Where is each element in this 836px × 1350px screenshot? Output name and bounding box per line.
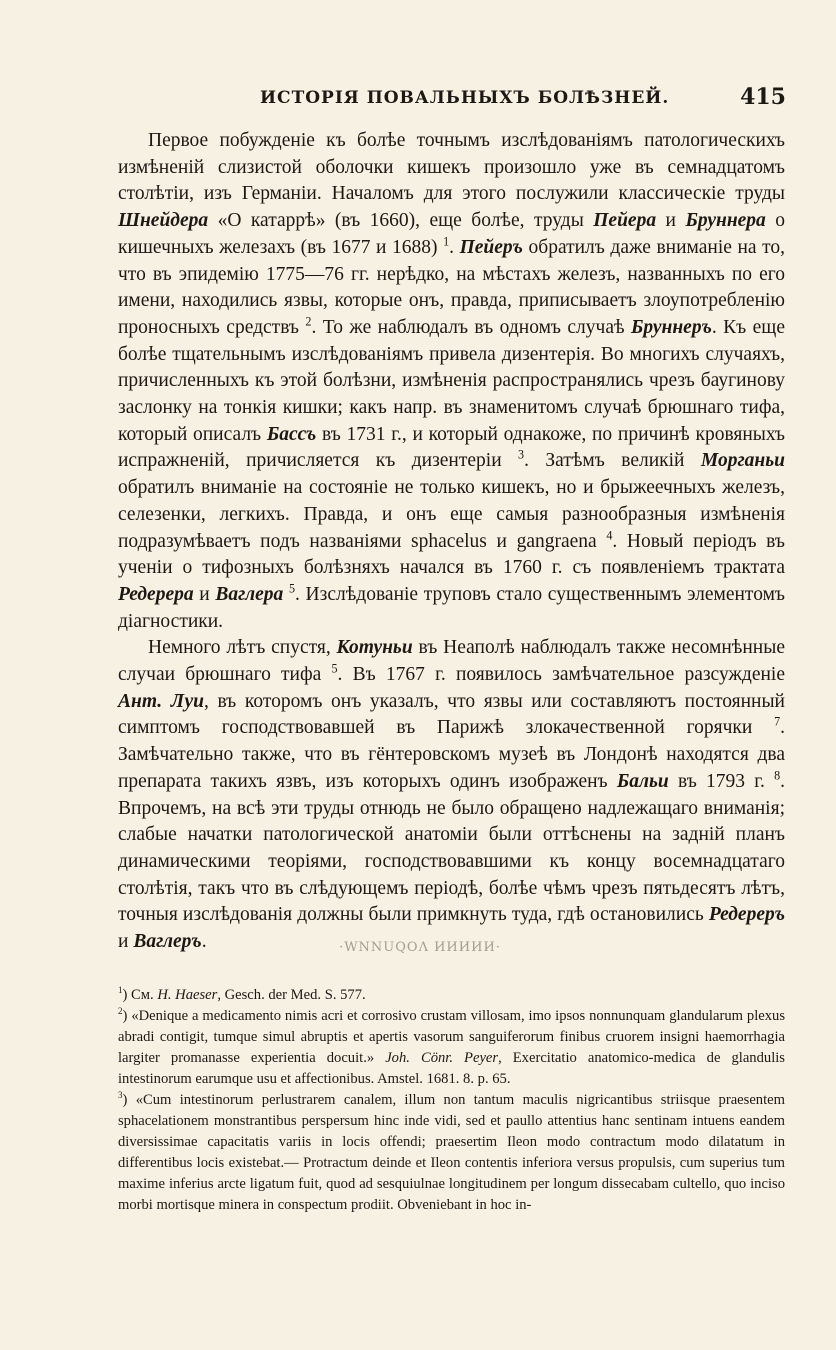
author-name: Ваглера <box>215 583 284 605</box>
running-title: ИСТОРІЯ ПОВАЛЬНЫХЪ БОЛѢЗНЕЙ. <box>260 88 670 108</box>
author-name: Бруннера <box>685 210 766 232</box>
footnote-marker: 2 <box>118 1006 123 1017</box>
author-name: Ант. Луи <box>118 690 204 712</box>
footnotes <box>118 985 785 1216</box>
bleed-through-ornament: ·WNNUQOɅ ИИИИИ· <box>339 940 501 955</box>
running-head <box>110 84 790 114</box>
footnote-ref: 2 <box>305 314 312 329</box>
author-name: Редерера <box>118 583 194 605</box>
footnote-1: $^1$) Cм. H. Haeser, Gesch. der Med. S. 577. <box>118 985 366 1003</box>
footnote-ref: 7 <box>774 714 781 729</box>
footnote-3: $^3$) «Cum intestinorum perlustrarem canalem, illum non tantum maculis nigricantibus striisque praesentem sphacelationem monstrantibus perspersum hinc inde vidi, sed et paullo attentius hanc sentinam intuens eandem diversissimae capacitatis variis in locis offendi; praesertim Ileon modo contractum modo dilatatum in differentibus locis existebat.— Protractum deinde et Ileon contentis inferiora versus propulsis, cum superius tum maxime inferius arcte ligatum fuit, quod ad sesquiulnae longitudinem per longum dissecabam cultello, quo inciso morbi mortisque minera in conspectum prodiit. Obveniebant in hoc in- <box>118 1090 785 1213</box>
author-name: Бруннеръ <box>631 316 712 338</box>
author-name: Редереръ <box>708 904 785 926</box>
author-name: Котуньи <box>336 637 413 659</box>
footnote-ref: 5 <box>331 661 338 676</box>
cited-author: Joh. Cönr. Peyer <box>385 1050 499 1066</box>
author-name: Пейера <box>593 210 657 232</box>
cited-author: H. Haeser <box>157 987 218 1003</box>
footnote-ref: 1 <box>443 234 450 249</box>
author-name: Морганьи <box>700 450 785 472</box>
main-text <box>118 128 785 956</box>
author-name: Пейеръ <box>459 236 523 258</box>
footnote-ref: 4 <box>606 528 613 543</box>
author-name: Ваглеръ <box>133 931 202 953</box>
footnote-2: $^2$) «Denique a medicamento nimis acri et corrosivo crustam villosam, imo ipsos nonnunquam glandularum plexus abradi contigit, tumque simul abruptis et apertis vasorum sanguiferorum finibus cruorem insigni haemorrhagia largiter promanasse experientia docuit.» Joh. Cönr. Peyer, Exercitatio anatomico-medica de glandulis intestinorum earumque usu et affectionibus. Amstel. 1681. 8. p. 65. <box>118 1006 785 1087</box>
paragraph-2: Немного лѣтъ спустя, Котуньи въ Неаполѣ наблюдалъ также несомнѣнные случаи брюшнаго тифа $^5$. Въ 1767 г. появилось замѣчательное разсужденіе Ант. Луи, въ которомъ онъ указалъ, что язвы или составляютъ постоянный симптомъ господствовавшей въ Парижѣ злокачественной горячки $^7$. Замѣчательно также, что въ гёнтеровскомъ музеѣ въ Лондонѣ находятся два препарата такихъ язвъ, изъ которыхъ одинъ изображенъ Бальи въ 1793 г. $^8$. Впрочемъ, на всѣ эти труды отнюдь не было обращено надлежащаго вниманія; слабые начатки патологической анатоміи были оттѣснены на задній планъ динамическими теоріями, господствовавшими къ концу восемнадцатаго столѣтія, такъ что въ слѣдующемъ періодѣ, болѣе чѣмъ чрезъ пятьдесятъ лѣтъ, точныя изслѣдованія должны были примкнуть туда, гдѣ остановились Редереръ и Ваглеръ. <box>118 637 786 953</box>
author-name: Шнейдера <box>118 210 209 232</box>
footnote-marker: 3 <box>118 1090 123 1101</box>
author-name: Бальи <box>616 770 669 792</box>
paragraph-1: Первое побужденіе къ болѣе точнымъ изслѣдованіямъ патологическихъ измѣненій слизистой оболочки кишекъ произошло уже въ семнадцатомъ столѣтіи, изъ Германіи. Началомъ для этого послужили классическіе труды Шнейдера «О катаррѣ» (въ 1660), еще болѣе, труды Пейера и Бруннера о кишечныхъ железахъ (въ 1677 и 1688) $^1$. Пейеръ обратилъ даже вниманіе на то, что въ эпидемію 1775—76 гг. нерѣдко, на мѣстахъ железъ, названныхъ по его имени, находились язвы, которые онъ, правда, приписываетъ злоупотребленію проносныхъ средствъ $^2$. То же наблюдалъ въ одномъ случаѣ Бруннеръ. Къ еще болѣе тщательнымъ изслѣдованіямъ привела дизентерія. Во многихъ случаяхъ, причисленныхъ къ этой болѣзни, измѣненія распространялись чрезъ баугинову заслонку на тонкія кишки; какъ напр. въ знаменитомъ случаѣ брюшнаго тифа, который описалъ Бассъ въ 1731 г., и который однакоже, по причинѣ кровяныхъ испражненій, причисляется къ дизентеріи $^3$. Затѣмъ великій Морганьи обратилъ вниманіе на состояніе не только кишекъ, но и брыжеечныхъ железъ, селезенки, легкихъ. Правда, и онъ еще самыя разнообразныя измѣненія подразумѣваетъ подъ названіями sphacelus и gangraena $^4$. Новый періодъ въ ученіи о тифозныхъ болѣзняхъ начался въ 1760 г. съ появленіемъ трактата Редерера и Ваглера $^5$. Изслѣдованіе труповъ стало существеннымъ элементомъ діагностики. <box>118 130 786 632</box>
footnote-ref: 5 <box>288 581 295 596</box>
footnote-marker: 1 <box>118 985 123 996</box>
page-number: 415 <box>740 84 786 110</box>
footnote-ref: 8 <box>774 768 781 783</box>
author-name: Бассъ <box>266 423 317 445</box>
footnote-ref: 3 <box>518 447 525 462</box>
